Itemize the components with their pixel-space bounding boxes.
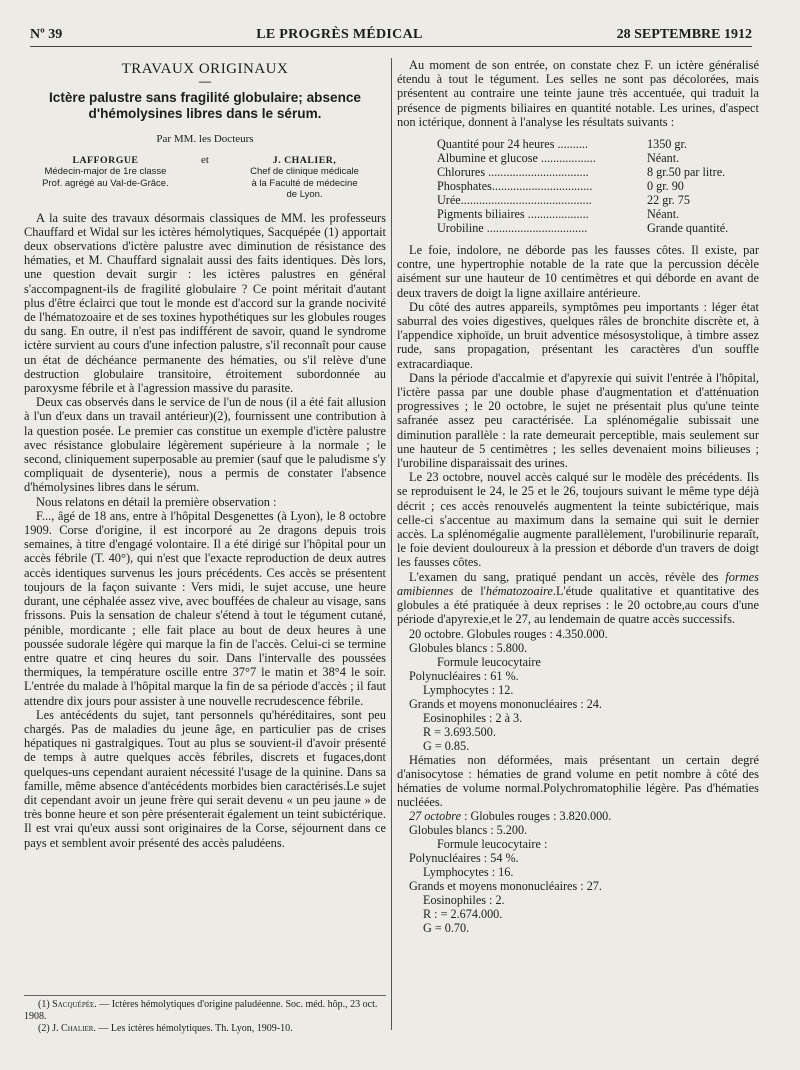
author-role: Prof. agrégé au Val-de-Grâce. [42, 177, 169, 189]
blood-line: Formule leucocytaire [437, 654, 541, 669]
blood-line: Globules blancs : 5.200. [409, 823, 528, 838]
article-title-line2: d'hémolysines libres dans le sérum. [88, 106, 322, 122]
blood-count-oct20 [409, 627, 759, 753]
footnote-1: (1) Sacquépée. — Ictères hémolytiques d'origine paludéenne. Soc. méd. hôp., 23 oct. 1908. [24, 999, 378, 1022]
blood-line: G = 0.85. [423, 738, 470, 753]
paragraph: Du côté des autres appareils, symptômes peu importants : léger état saburral des voies digestives, quelques râles de bronchite discrète et, à l'appendice xiphoïde, un bruit adventice mésosystolique, à timbre assez rude, sans propagation, présentant les caractères d'un souffle extracardiaque. [397, 299, 759, 371]
title-dash: — [199, 74, 211, 89]
paragraph: Deux cas observés dans le service de l'un de nous (il a été fait allusion à l'un d'eux dans un travail antérieur)(2), fournissent une contribution à la question posée. Le premier cas constitue un exemple d'ictère palustre avec résistance globulaire légèrement supérieure à la normale ; le second, cliniquement superposable au premier (sauf que le paludisme s'y compliquait de dysenterie), nous a permis de constater l'absence d'hémolysines libres dans le sérum. [24, 395, 386, 495]
journal-name: LE PROGRÈS MÉDICAL [256, 27, 423, 42]
blood-line: Eosinophiles : 2 à 3. [423, 710, 523, 725]
blood-line: Globules blancs : 5.800. [409, 640, 528, 655]
author-role: Chef de clinique médicale [250, 166, 359, 178]
blood-line: Formule leucocytaire : [437, 837, 548, 852]
paragraph: Le 23 octobre, nouvel accès calqué sur le modèle des précédents. Ils se reproduisent le 24, le 25 et le 26, toujours suivant le même type déjà décrit ; ces accès renouvelés augmentent la teinte subictérique, mais celle-ci s'accentue au maximum dans la semaine qui suit le dernier accès. La splénomégalie augmente parallèlement, l'urobilinurie reparaît, le foie devient douloureux à la pression et déborde d'un travers de doigt les fausses côtes. [397, 470, 759, 570]
author-chalier [223, 155, 386, 201]
blood-count-oct27 [409, 809, 759, 935]
authors-conjunction: et [201, 153, 209, 166]
blood-line: Polynucléaires : 54 %. [409, 851, 519, 866]
paragraph: Hématies non déformées, mais présentant un certain degré d'anisocytose : hématies de grand volume en petit nombre à côté des hématies de volume normal.Polychromatophilie légère. Pas d'hématies nucléées. [397, 752, 759, 810]
running-header [30, 24, 752, 47]
blood-line: G = 0.70. [423, 921, 470, 936]
footnote-2: (2) J. Chalier. — Les ictères hémolytiques. Th. Lyon, 1909-10. [38, 1023, 293, 1034]
blood-line: 20 octobre. Globules rouges : 4.350.000. [409, 626, 608, 641]
author-role: Médecin-major de 1re classe [44, 166, 167, 178]
article-title-line1: Ictère palustre sans fragilité globulaire; absence [48, 90, 361, 106]
author-role: de Lyon. [286, 189, 323, 201]
issue-number: Nº 39 [30, 27, 63, 42]
blood-line: Lymphocytes : 16. [423, 865, 514, 880]
blood-line: Lymphocytes : 12. [423, 682, 514, 697]
right-column [397, 58, 759, 935]
left-column [24, 58, 386, 850]
byline: Par MM. les Docteurs [156, 133, 254, 146]
paragraph: L'examen du sang, pratiqué pendant un accès, révèle des formes amibiennes de l'hématozoaire.L'étude qualitative et quantitative des globules a été pratiquée à deux reprises : le 20 octobre,au cours d'une période d'apyrexie,et le 27, au lendemain de quatre accès successifs. [397, 569, 759, 627]
urine-row: Albumine et glucose .................. Néant. [437, 151, 680, 166]
footnotes [24, 995, 386, 1035]
paragraph: Au moment de son entrée, on constate chez F. un ictère généralisé étendu à tout le tégument. Les selles ne sont pas décolorées, mais présentent au contraire une teinte jaune très accentuée, qui traduit la présence de pigments biliaires en quantité notable. Les urines, d'aspect non ictérique, donnent à l'analyse les résultats suivants : [397, 58, 759, 129]
blood-line: 27 octobre : Globules rouges : 3.820.000. [409, 809, 612, 824]
paragraph: Nous relatons en détail la première observation : [36, 494, 277, 509]
urine-row: Pigments biliaires .................... Néant. [437, 207, 680, 222]
urine-analysis-table [437, 137, 759, 235]
paragraph: Les antécédents du sujet, tant personnels qu'héréditaires, sont peu chargés. Pas de maladies du jeune âge, en particulier pas de crises hépatiques ni gastralgiques. Tout au plus se souvient-il d'avoir présenté de temps à autre quelques accès fébriles, discrets et fugaces,dont quelques-uns cependant auraient nécessité l'usage de la quinine. Dans sa famille, même absence d'antécédents morbides bien caractérisés.Le sujet dit cependant avoir un jeune frère qui serait devenu « un peu jaune » de très bonne heure et son père présenterait également un teint subictérique. Il est vrai qu'eux aussi sont originaires de la Corse, séjournent dans ce pays et semblent avoir présenté des accès paludéens. [24, 707, 386, 850]
paragraph: Le foie, indolore, ne déborde pas les fausses côtes. Il existe, par contre, une hypertrophie notable de la rate que la percussion décèle aisément sur une hauteur de 10 centimètres et qui déborde en avant de deux travers de doigt la ligne axillaire antérieure. [397, 243, 759, 300]
blood-line: Eosinophiles : 2. [423, 893, 505, 908]
paragraph: Dans la période d'accalmie et d'apyrexie qui suivit l'entrée à l'hôpital, l'ictère passa par une double phase d'augmentation et d'atténuation progressives ; le 20 octobre, le sujet ne présentait plus qu'une teinte safranée assez peu caractérisée. La splénomégalie subissait une diminution parallèle : la rate demeurait perceptible, mais seulement sur une hauteur de 5 centimètres ; les selles devenaient moins bilieuses ; l'urobiline disparaissait des urines. [397, 370, 759, 471]
author-role: à la Faculté de médecine [251, 177, 358, 189]
author-name: LAFFORGUE [72, 154, 139, 166]
urine-row: Phosphates................................. 0 gr. 90 [437, 179, 684, 194]
section-title: TRAVAUX ORIGINAUX [121, 61, 289, 77]
article-title [24, 90, 386, 122]
paragraph: A la suite des travaux désormais classiques de MM. les professeurs Chauffard et Widal sur les ictères hémolytiques, Sacquépée (1) apportait deux observations d'ictère palustre avec diminution de résistance des hématies, et M. Chauffard signalait aussi des faits identiques. Dès lors, une question devait surgir : les ictères palustres en général s'accompagnent-ils de fragilité globulaire ? Ce point méritait d'autant plus d'être éclairci que tout le monde est d'accord sur la grande nocivité de l'hématozoaire et de ses toxines hypothétiques sur les globules rouges du sang. En outre, il n'est pas indifférent de savoir, quand le syndrome ictère survient au cours d'une infection palustre, s'il reconnaît pour cause un état de déchéance permanente des hématies, ou s'il relève d'une destruction globulaire transitoire, étroitement subordonnée au paroxysme fébrile et à l'agression massive du parasite. [24, 210, 386, 396]
urine-row: Chlorures ................................. 8 gr.50 par litre. [437, 165, 726, 180]
blood-line: R = 3.693.500. [423, 724, 496, 739]
column-divider [391, 58, 392, 1030]
blood-line: R : = 2.674.000. [423, 907, 503, 922]
issue-date: 28 SEPTEMBRE 1912 [616, 27, 752, 42]
urine-row: Quantité pour 24 heures .......... 1350 gr. [437, 137, 687, 152]
author-name: J. CHALIER, [272, 154, 337, 166]
blood-line: Grands et moyens mononucléaires : 27. [409, 879, 602, 894]
author-lafforgue [24, 155, 187, 201]
urine-row: Urée........................................... 22 gr. 75 [437, 193, 690, 208]
blood-line: Polynucléaires : 61 %. [409, 668, 519, 683]
authors [24, 155, 386, 201]
blood-line: Grands et moyens mononucléaires : 24. [409, 696, 602, 711]
paragraph: F..., âgé de 18 ans, entre à l'hôpital Desgenettes (à Lyon), le 8 octobre 1909. Corse d'origine, il est incorporé au 2e dragons depuis trois semaines, à titre d'engagé volontaire. Il a été dirigé sur l'hôpital pour un accès fébrile (T. 40°), qui n'est que l'exacte reproduction de deux autres accès identiques survenus les jours précédents. Ces accès se présentent toujours de la façon suivante : Vers midi, le sujet accuse, une heure durant, une céphalée assez vive, avec bouffées de chaleur au visage, sans frissons. Puis la sensation de chaleur s'étend à tout le tégument cutané, pénible, mordicante ; elle fait place au bout de deux heures à une poussée sudorale légère qui marque la fin de l'accès. Celui-ci se termine entre quatre et cinq heures du soir. Dans l'intervalle des poussées thermiques, la température oscille entre 37°7 le matin et 38°4 le soir. L'entrée du malade à l'hôpital marque la fin de sa période d'accès ; il faut attendre dix jours pour assister à une nouvelle recrudescence fébrile. [24, 508, 386, 708]
urine-row: Urobiline ................................. Grande quantité. [437, 221, 729, 236]
